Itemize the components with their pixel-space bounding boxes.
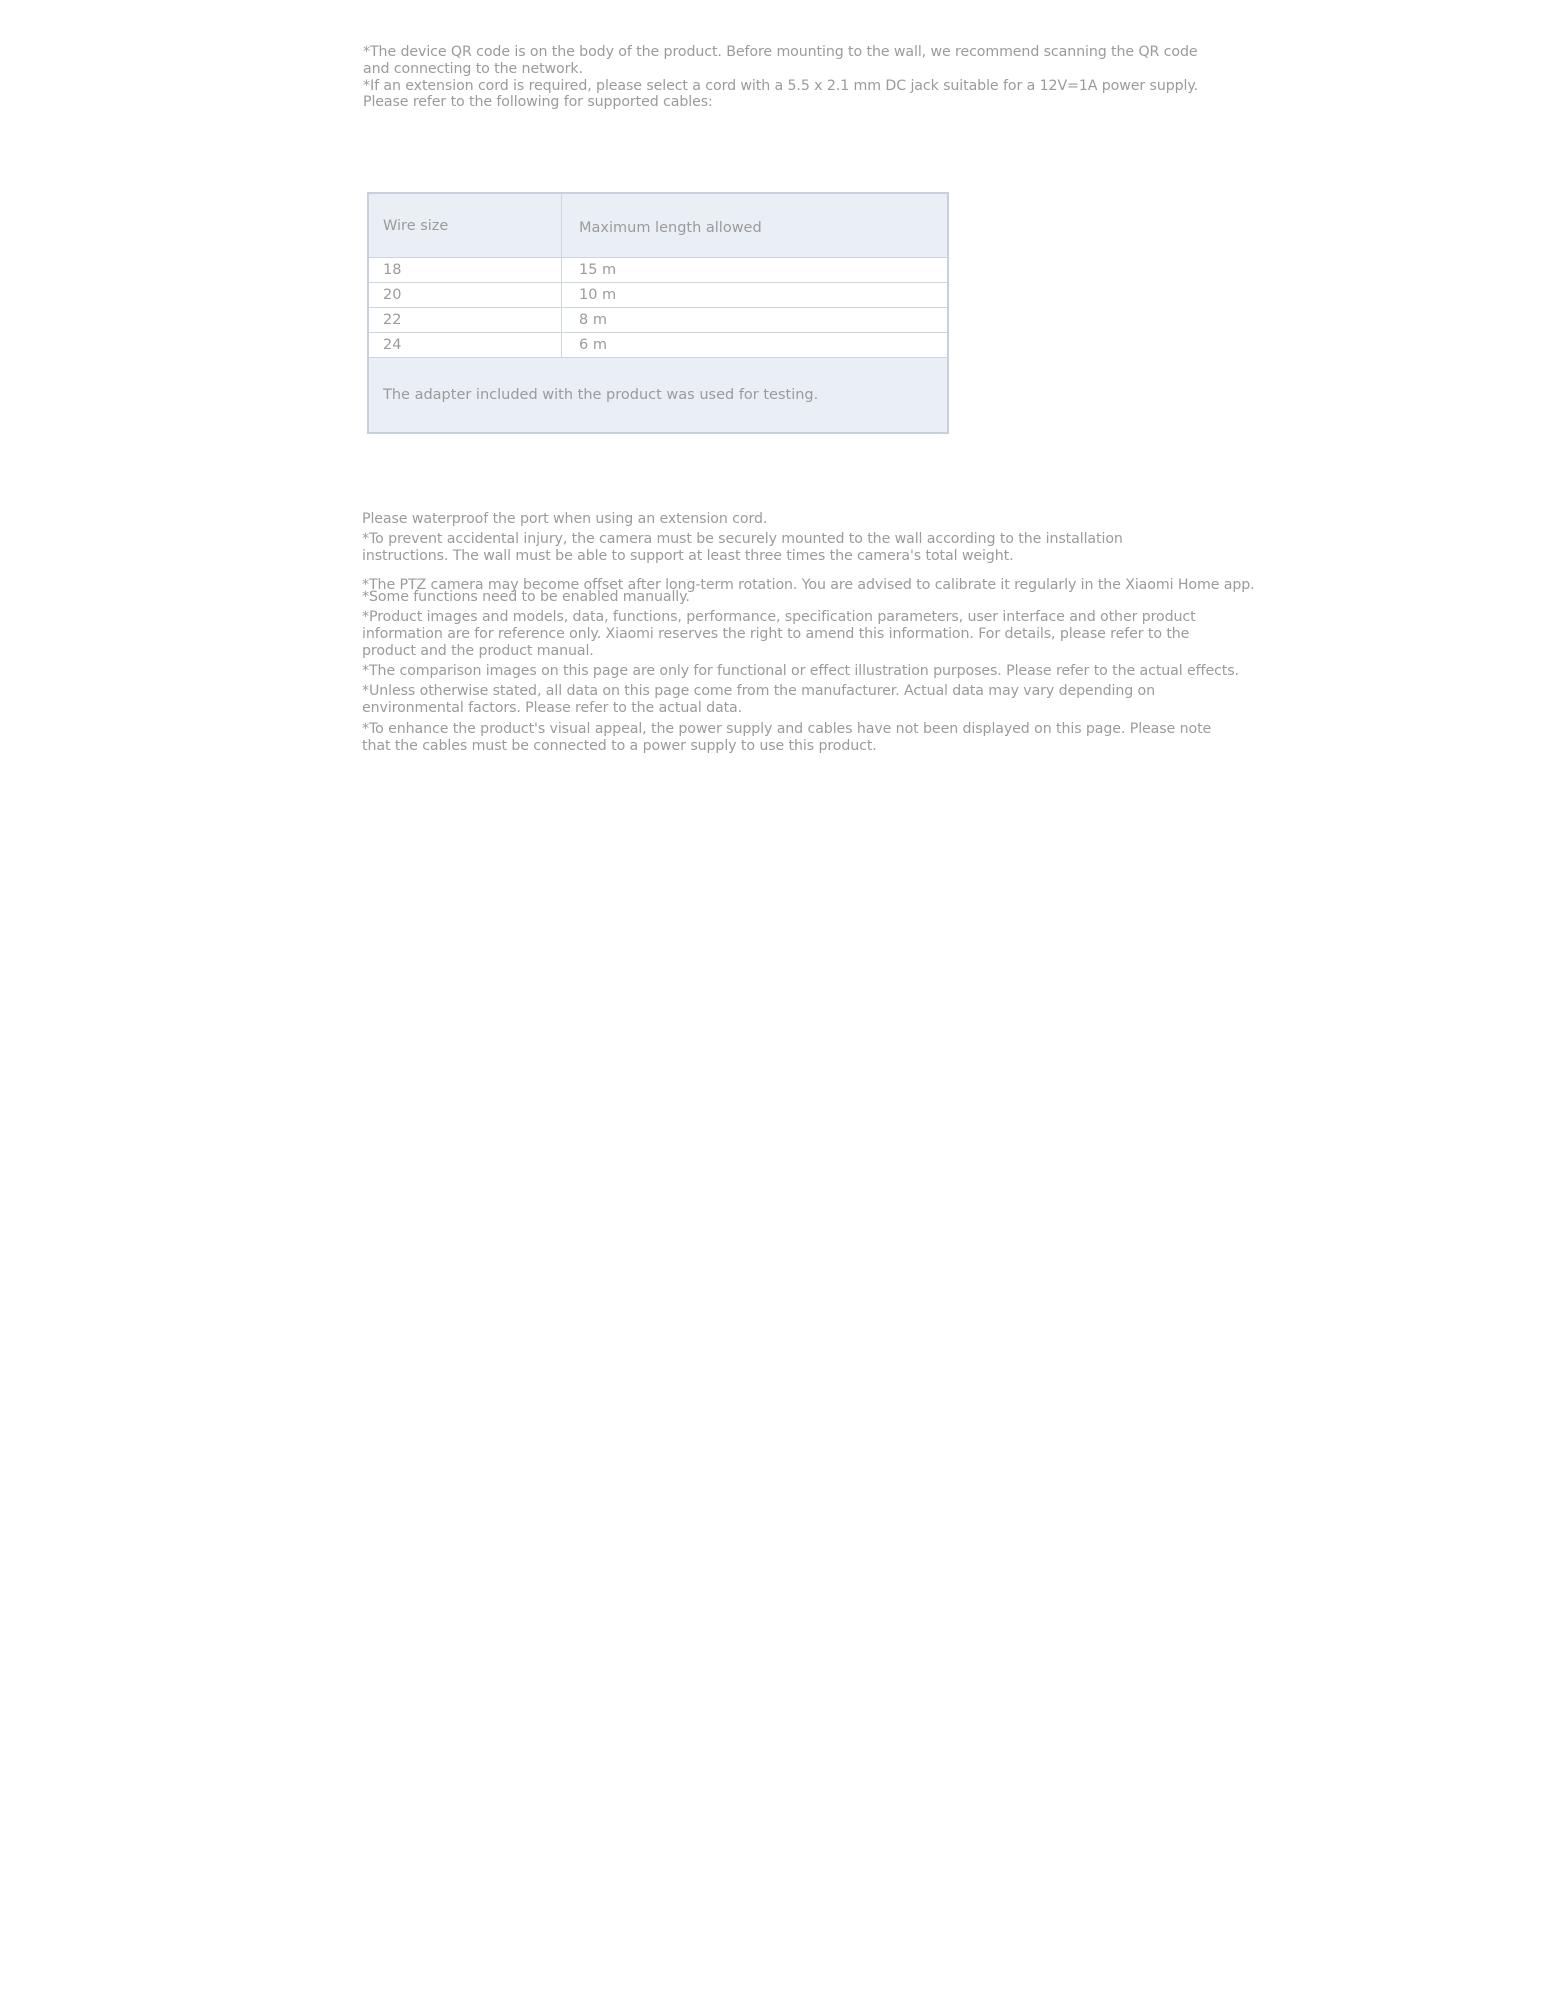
note-product-line-2: information are for reference only. Xiaomi reserves the right to amend this information. For details, please refer to the xyxy=(362,626,1190,642)
note-ptz: *The PTZ camera may become offset after long-term rotation. You are advised to calibrate it regularly in the Xiaomi Home app. xyxy=(362,577,1255,593)
note-waterproof: Please waterproof the port when using an extension cord. xyxy=(362,511,768,527)
intro-line-3: *If an extension cord is required, please select a cord with a 5.5 x 2.1 mm DC jack suitable for a 12V=1A power supply. xyxy=(363,78,1199,94)
table-row xyxy=(368,283,948,308)
table-footnote: The adapter included with the product was used for testing. xyxy=(368,358,948,434)
table-row xyxy=(368,258,948,283)
header-max-length: Maximum length allowed xyxy=(562,193,949,258)
note-functions: *Some functions need to be enabled manually. xyxy=(362,589,690,605)
cell-wire-size: 24 xyxy=(368,333,562,358)
cell-max-length: 15 m xyxy=(562,258,949,283)
table-row xyxy=(368,308,948,333)
cell-wire-size: 18 xyxy=(368,258,562,283)
cell-max-length: 8 m xyxy=(562,308,949,333)
intro-line-2: and connecting to the network. xyxy=(363,61,583,77)
header-wire-size: Wire size xyxy=(368,193,562,258)
cell-wire-size: 22 xyxy=(368,308,562,333)
intro-line-4: Please refer to the following for supported cables: xyxy=(363,94,713,110)
cell-wire-size: 20 xyxy=(368,283,562,308)
note-product-line-1: *Product images and models, data, functions, performance, specification parameters, user interface and other product xyxy=(362,609,1196,625)
note-comparison: *The comparison images on this page are only for functional or effect illustration purposes. Please refer to the actual effects. xyxy=(362,663,1239,679)
cell-max-length: 10 m xyxy=(562,283,949,308)
note-data-line-1: *Unless otherwise stated, all data on this page come from the manufacturer. Actual data may vary depending on xyxy=(362,683,1156,699)
note-injury-line-2: instructions. The wall must be able to support at least three times the camera's total weight. xyxy=(362,548,1014,564)
table-header-row xyxy=(368,193,948,258)
note-visual-line-2: that the cables must be connected to a power supply to use this product. xyxy=(362,738,877,754)
note-data-line-2: environmental factors. Please refer to the actual data. xyxy=(362,700,743,716)
table-row xyxy=(368,333,948,358)
note-product-line-3: product and the product manual. xyxy=(362,643,594,659)
wire-size-table xyxy=(367,192,949,434)
note-visual-line-1: *To enhance the product's visual appeal, the power supply and cables have not been displayed on this page. Please note xyxy=(362,721,1212,737)
intro-line-1: *The device QR code is on the body of the product. Before mounting to the wall, we recommend scanning the QR code xyxy=(363,44,1198,60)
cell-max-length: 6 m xyxy=(562,333,949,358)
table-footnote-row xyxy=(368,358,948,434)
note-injury-line-1: *To prevent accidental injury, the camera must be securely mounted to the wall according to the installation xyxy=(362,531,1123,547)
